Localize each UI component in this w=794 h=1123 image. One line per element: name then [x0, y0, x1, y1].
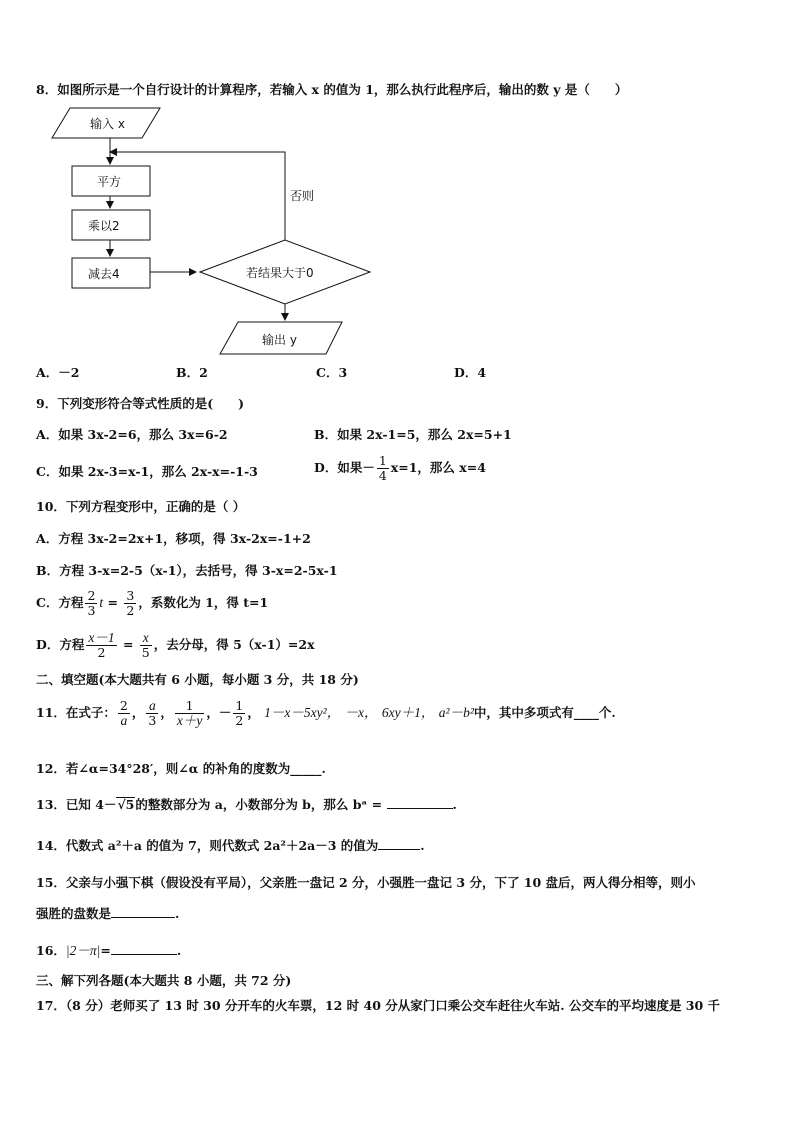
q8-option-a: A．－2 — [36, 365, 80, 380]
flow-else-label: 否则 — [290, 189, 315, 203]
q10-option-b: B．方程 3-x=2-5（x-1），去括号，得 3-x=2-5x-1 — [36, 563, 338, 578]
q9-d-fraction: $\frac{1}{4}$ — [378, 453, 387, 483]
q8-option-b: B．2 — [176, 365, 208, 380]
question-8-stem: 8．如图所示是一个自行设计的计算程序，若输入 x 的值为 1，那么执行此程序后，输出的数 y 是（ ） — [36, 82, 628, 97]
q10-option-a: A．方程 3x-2=2x+1，移项，得 3x-2x=-1+2 — [36, 531, 311, 546]
question-11: 11．在式子： $\frac{2}{a}$ ， $\frac{a}{3}$ ， $\frac{1}{x+y}$ ，－ $\frac{1}{2}$ ， 1－x－5xy²， －x， 6xy＋1， a²－b²中，其中多项式有____个. — [36, 698, 616, 728]
question-15-line-2: 强胜的盘数是 . — [36, 906, 180, 921]
question-12: 12．若∠α=34°28′，则∠α 的补角的度数为_____. — [36, 761, 326, 776]
flow-input-label: 输入 x — [90, 117, 125, 131]
question-13: 13．已知 4－√5的整数部分为 a，小数部分为 b，那么 bᵃ = . — [36, 797, 457, 812]
q8-option-d: D．4 — [454, 365, 487, 380]
flow-times2-label: 乘以2 — [88, 219, 120, 233]
question-15-line-1: 15．父亲与小强下棋（假设没有平局），父亲胜一盘记 2 分，小强胜一盘记 3 分，下了 10 盘后，两人得分相等，则小 — [36, 875, 696, 890]
question-16: 16．|2－π|= . — [36, 943, 182, 958]
question-14: 14．代数式 a²＋a 的值为 7，则代数式 2a²＋2a－3 的值为 . — [36, 838, 425, 853]
q10-option-c: C．方程 $\frac{2}{3}$ t = $\frac{3}{2}$ ，系数化为 1，得 t=1 — [36, 588, 269, 618]
q10-option-d: D．方程 $\frac{x-1}{2}$ = $\frac{x}{5}$ ，去分母，得 5（x-1）=2x — [36, 630, 315, 660]
q9-option-d: D．如果－ $\frac{1}{4}$ x=1，那么 x=4 — [314, 453, 486, 483]
flow-minus4-label: 减去4 — [88, 267, 120, 281]
question-10-stem: 10．下列方程变形中，正确的是（ ） — [36, 499, 246, 514]
flow-output-label: 输出 y — [262, 333, 297, 347]
section-3-heading: 三、解下列各题(本大题共 8 小题，共 72 分) — [36, 973, 292, 988]
flow-decision-label: 若结果大于0 — [246, 266, 314, 280]
q9-option-b: B．如果 2x-1=5，那么 2x=5+1 — [314, 427, 512, 442]
section-2-heading: 二、填空题(本大题共有 6 小题，每小题 3 分，共 18 分) — [36, 672, 359, 687]
q8-option-c: C．3 — [316, 365, 348, 380]
q9-option-c: C．如果 2x-3=x-1，那么 2x-x=-1-3 — [36, 464, 258, 479]
flow-square-label: 平方 — [97, 175, 122, 189]
q9-option-a: A．如果 3x-2=6，那么 3x=6-2 — [36, 427, 228, 442]
question-9-stem: 9．下列变形符合等式性质的是( ) — [36, 396, 245, 411]
question-17: 17．（8 分）老师买了 13 时 30 分开车的火车票，12 时 40 分从家门口乘公交车赶往火车站. 公交车的平均速度是 30 千 — [36, 998, 721, 1013]
flowchart — [50, 104, 390, 359]
